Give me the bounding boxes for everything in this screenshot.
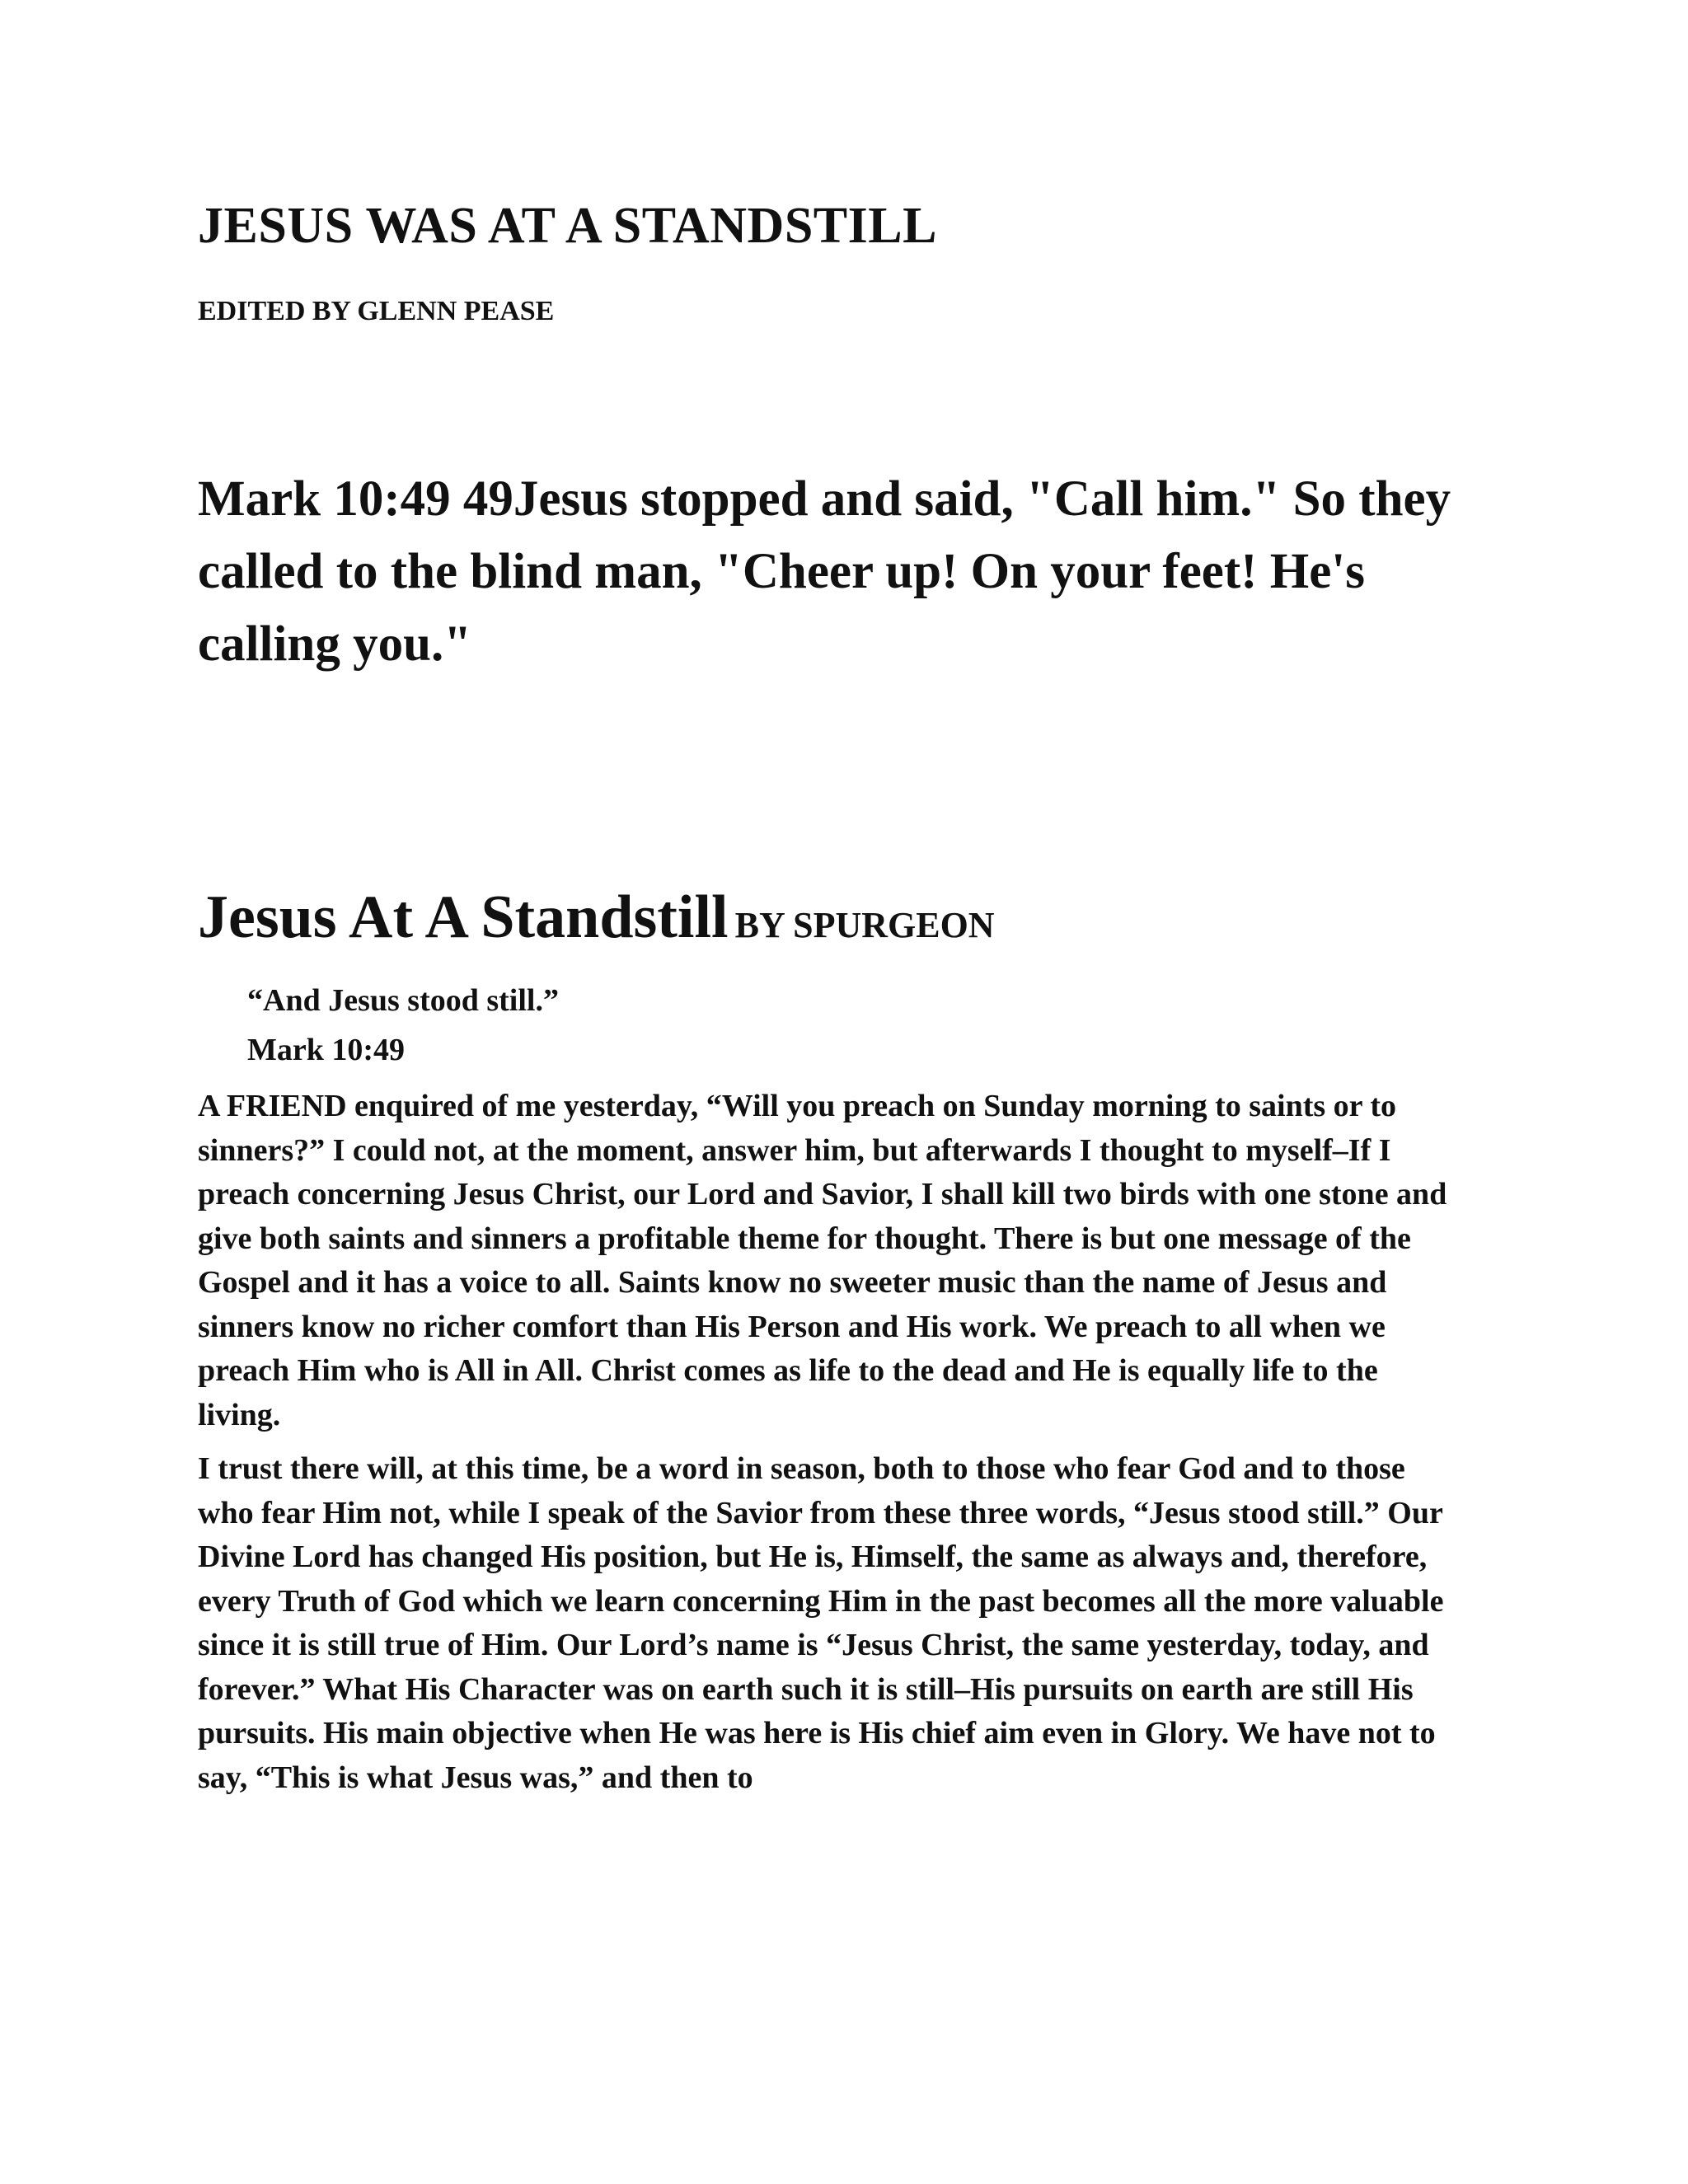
sermon-author: BY SPURGEON: [734, 905, 995, 945]
scripture-verse: Mark 10:49 49Jesus stopped and said, "Call him." So they called to the blind man, "Cheer up! On your feet! He's calling you.": [198, 471, 1451, 672]
document-title: JESUS WAS AT A STANDSTILL: [198, 198, 937, 254]
editor-credit: EDITED BY GLENN PEASE: [198, 296, 555, 326]
sermon-title: Jesus At A Standstill: [198, 883, 729, 951]
sermon-heading: [198, 884, 995, 951]
paragraph: A FRIEND enquired of me yesterday, “Will you preach on Sunday morning to saints or to sinners?” I could not, at the moment, answer him, but afterwards I thought to myself–If I preach concerning Jesus Christ, our Lord and Savior, I shall kill two birds with one stone and give both saints and sinners a profitable theme for thought. There is but one message of the Gospel and it has a voice to all. Saints know no sweeter music than the name of Jesus and sinners know no richer comfort than His Person and His work. We preach to all when we preach Him who is All in All. Christ comes as life to the dead and He is equally life to the living.: [198, 1089, 1447, 1432]
sermon-quote-reference: Mark 10:49: [247, 1033, 406, 1067]
sermon-quote: “And Jesus stood still.”: [247, 983, 559, 1018]
sermon-body: [198, 1085, 1467, 1800]
paragraph: I trust there will, at this time, be a word in season, both to those who fear God and to those who fear Him not, while I speak of the Savior from these three words, “Jesus stood still.” Our Divine Lord has changed His position, but He is, Himself, the same as always and, therefore, every Truth of God which we learn concerning Him in the past becomes all the more valuable since it is still true of Him. Our Lord’s name is “Jesus Christ, the same yesterday, today, and forever.” What His Character was on earth such it is still–His pursuits on earth are still His pursuits. His main objective when He was here is His chief aim even in Glory. We have not to say, “This is what Jesus was,” and then to: [198, 1451, 1444, 1795]
